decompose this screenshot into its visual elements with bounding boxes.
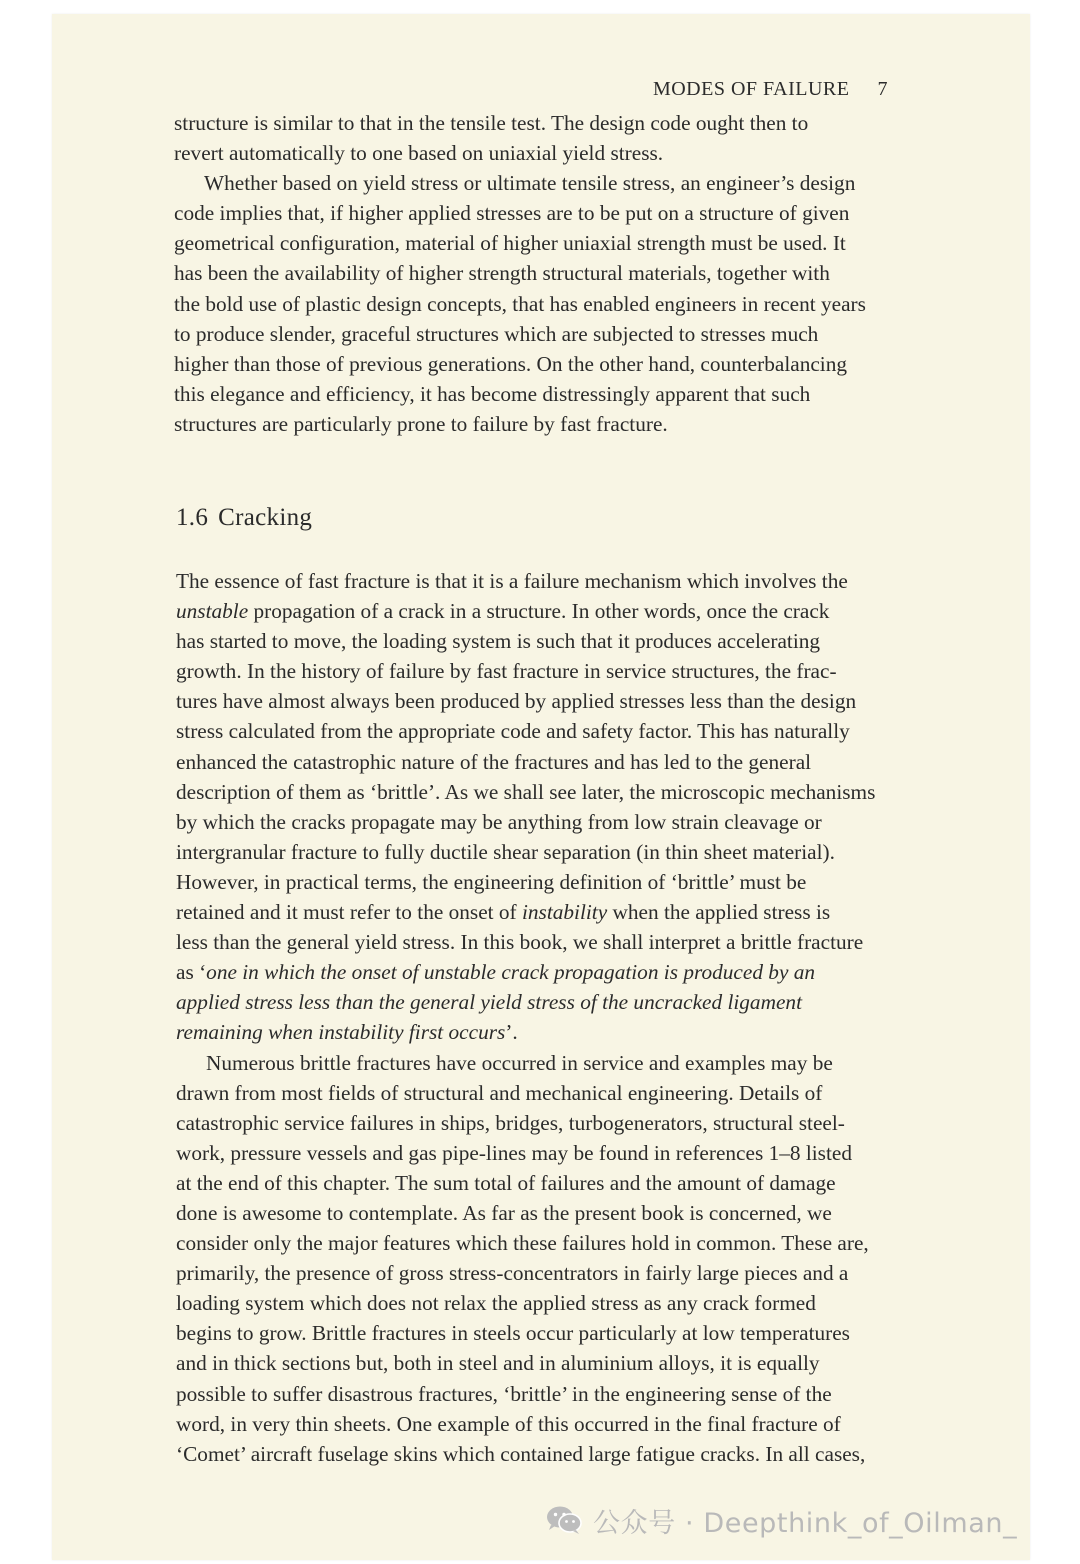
text-line: as ‘one in which the onset of unstable crack propagation is produced by an (176, 960, 816, 985)
text-line: revert automatically to one based on uniaxial yield stress. (174, 141, 664, 166)
emphasis: applied stress less than the general yield stress of the uncracked ligament (176, 990, 802, 1015)
text-line: less than the general yield stress. In this book, we shall interpret a brittle fracture (176, 930, 864, 955)
text-line: drawn from most fields of structural and mechanical engineering. Details of (176, 1080, 823, 1105)
text-line: primarily, the presence of gross stress-concentrators in fairly large pieces and a (176, 1261, 849, 1286)
wechat-icon (545, 1505, 583, 1535)
book-page (52, 14, 1030, 1560)
text-line: remaining when instability first occurs’. (176, 1020, 518, 1045)
running-head-title: MODES OF FAILURE (652, 78, 850, 100)
text-line: higher than those of previous generations. On the other hand, counterbalancing (174, 351, 848, 376)
text-line: at the end of this chapter. The sum total of failures and the amount of damage (176, 1170, 836, 1195)
text-line: Numerous brittle fractures have occurred in service and examples may be (206, 1050, 833, 1075)
text-line: retained and it must refer to the onset of instability when the applied stress is (176, 900, 831, 925)
text-line: loading system which does not relax the applied stress as any crack formed (176, 1291, 816, 1316)
text-line: stress calculated from the appropriate code and safety factor. This has naturally (176, 719, 850, 744)
text-line: ‘Comet’ aircraft fuselage skins which contained large fatigue cracks. In all cases, (176, 1441, 866, 1466)
text-line: begins to grow. Brittle fractures in steels occur particularly at low temperatures (176, 1321, 850, 1346)
section-title: Cracking (218, 504, 313, 531)
section-number: 1.6 (176, 504, 209, 531)
text-line: description of them as ‘brittle’. As we shall see later, the microscopic mechanisms (176, 779, 876, 804)
text-line: geometrical configuration, material of higher uniaxial strength must be used. It (174, 231, 846, 256)
emphasis: instability (521, 900, 608, 925)
emphasis: remaining when instability first occurs (176, 1020, 506, 1045)
watermark-text: 公众号 · Deepthink_of_Oilman_ (593, 1507, 1018, 1539)
text-line: The essence of fast fracture is that it is a failure mechanism which involves the (176, 569, 848, 593)
text-line: word, in very thin sheets. One example of this occurred in the final fracture of (176, 1411, 841, 1436)
text-line: unstable propagation of a crack in a structure. In other words, once the crack (176, 599, 830, 624)
emphasis: unstable (176, 599, 249, 624)
text-line: the bold use of plastic design concepts, that has enabled engineers in recent years (174, 291, 866, 316)
text-line: catastrophic service failures in ships, bridges, turbogenerators, structural steel- (176, 1110, 845, 1135)
text-line: to produce slender, graceful structures which are subjected to stresses much (174, 321, 819, 346)
text-line: and in thick sections but, both in steel and in aluminium alloys, it is equally (176, 1351, 820, 1376)
text-line: done is awesome to contemplate. As far as the present book is concerned, we (176, 1200, 832, 1225)
text-line: this elegance and efficiency, it has become distressingly apparent that such (174, 381, 811, 406)
emphasis: one in which the onset of unstable crack propagation is produced by an (206, 960, 816, 985)
text-line: code implies that, if higher applied stresses are to be put on a structure of given (174, 201, 850, 226)
running-head (653, 78, 888, 101)
text-line: tures have almost always been produced by applied stresses less than the design (176, 689, 857, 714)
text-line: Whether based on yield stress or ultimate tensile stress, an engineer’s design (204, 171, 856, 196)
paragraph-block-1 (174, 108, 1006, 439)
text-line: work, pressure vessels and gas pipe-lines may be found in references 1–8 listed (176, 1140, 852, 1165)
watermark (545, 1500, 1017, 1540)
text-line: has been the availability of higher strength structural materials, together with (174, 261, 830, 286)
page-number: 7 (877, 78, 888, 100)
text-line: growth. In the history of failure by fast fracture in service structures, the frac- (176, 659, 837, 684)
text-line: has started to move, the loading system is such that it produces accelerating (176, 629, 821, 654)
text-line: However, in practical terms, the engineering definition of ‘brittle’ must be (176, 869, 807, 894)
section-heading (176, 504, 312, 532)
paragraph-block-2 (176, 566, 1008, 1469)
text-line (176, 987, 1008, 1017)
text-line: consider only the major features which these failures hold in common. These are, (176, 1231, 869, 1256)
text-line: structures are particularly prone to failure by fast fracture. (174, 411, 668, 436)
text-line: intergranular fracture to fully ductile shear separation (in thin sheet material). (176, 839, 835, 864)
text-line: by which the cracks propagate may be anything from low strain cleavage or (176, 809, 822, 834)
text-line: possible to suffer disastrous fractures, ‘brittle’ in the engineering sense of the (176, 1381, 832, 1406)
text-line: structure is similar to that in the tensile test. The design code ought then to (174, 111, 809, 135)
text-line: enhanced the catastrophic nature of the fractures and has led to the general (176, 749, 812, 774)
